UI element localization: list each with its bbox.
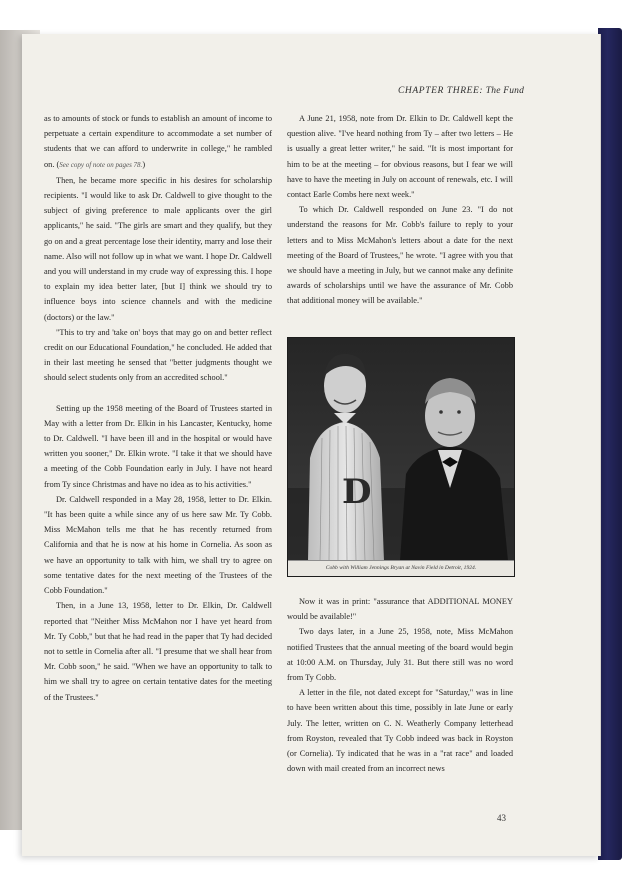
right-column-bottom: [287, 594, 513, 776]
photo-image: [288, 338, 514, 561]
page-number: 43: [497, 813, 506, 823]
section-break: [44, 386, 272, 401]
right-column-top: [287, 111, 513, 309]
paragraph: "This to try and 'take on' boys that may go on and better reflect credit on our Educational Foundation," he concluded. He added that in their last meeting he sensed that "better judgments thought we should select students only from an accredited school.": [44, 327, 272, 383]
photo-caption: Cobb with William Jennings Bryan at Navin Field in Detroit, 1924.: [325, 565, 477, 571]
paragraph: A June 21, 1958, note from Dr. Elkin to Dr. Caldwell kept the question alive. "I've heard nothing from Ty – after two letters – He is usually a great letter writer," he said. "It is most important for him to be at the meeting – for obvious reasons, but I fear we will have to have the meeting in July on account of renewals, etc. I will contact Earle Combs here next week.": [287, 114, 513, 200]
photo-caption-strip: [288, 560, 514, 576]
historical-photo: [287, 337, 515, 577]
paragraph: Then, he became more specific in his desires for scholarship recipients. "I would like to ask Dr. Caldwell to give thought to the subject of giving preference to male applicants over the girl applicants," he said. "The girls are smart and they qualify, but they go on and a great percentage lose their identity, marry and lose their name. Also will not follow up in what we want. I hope Dr. Caldwell and you will understand in my crude way of expressing this. I hope to explain my idea better later, [but I] think we should try to influence boys into science channels and with the medicine (doctors) or the law.": [44, 175, 272, 322]
book-cover-edge: [598, 28, 622, 860]
running-head-title: The Fund: [485, 86, 525, 96]
paragraph: Setting up the 1958 meeting of the Board of Trustees started in May with a letter from Dr. Elkin in his Lancaster, Kentucky, home to Dr. Caldwell. "I have been ill and in the hospital or would have written you sooner," Dr. Elkin wrote. "I take it that we should have a meeting of the Cobb Foundation early in July. I have not heard from Ty since Christmas and have no idea as to his activities.": [44, 403, 272, 489]
paragraph: Then, in a June 13, 1958, letter to Dr. Elkin, Dr. Caldwell reported that "Neither Miss McMahon nor I have yet heard from Mr. Ty Cobb," but that he had read in the paper that Ty had decided not to settle in Cornelia after all. "I presume that we shall hear from Mr. Cobb soon," he said. "When we have an opportunity to talk to him we shall try to agree on certain tentative dates for the meeting of the Trustees.": [44, 601, 272, 702]
running-head: [398, 86, 525, 96]
running-head-chapter: CHAPTER THREE:: [398, 86, 484, 96]
paragraph: To which Dr. Caldwell responded on June 23. "I do not understand the reasons for Mr. Cobb's failure to reply to your letters and to Miss McMahon's letters about a date for the next meeting of the Board of Trustees," he wrote. "I agree with you that we should have a meeting in July, but we cannot make any definite awards of scholarships until we have the assurance of Mr. Cobb that additional money will be available.": [287, 205, 513, 306]
left-column: [44, 111, 272, 705]
paragraph: Now it was in print: "assurance that ADDITIONAL MONEY would be available!": [287, 597, 513, 622]
paragraph: Two days later, in a June 25, 1958, note, Miss McMahon notified Trustees that the annual meeting of the board would begin at 10:00 A.M. on Thursday, July 31. But there still was no word from Ty Cobb.: [287, 627, 513, 683]
note-reference: See copy of note on pages 78.: [59, 160, 143, 169]
svg-text:D: D: [342, 472, 372, 512]
paragraph: A letter in the file, not dated except for "Saturday," was in line to have been written about this time, possibly in late June or early July. The letter, written on C. N. Weatherly Company letterhead from Royston, revealed that Ty Cobb indeed was back in Royston (or Cornelia). Ty indicated that he was in a "rat race" and loaded down with mail created from an incorrect news: [287, 688, 513, 774]
paragraph: as to amounts of stock or funds to establish an amount of income to perpetuate a certain expenditure to accommodate a set number of students that we can afford to underwrite in college," he rambled on. (See copy of note on pages 78.): [44, 114, 272, 169]
paragraph: Dr. Caldwell responded in a May 28, 1958, letter to Dr. Elkin. "It has been quite a while since any of us here saw Mr. Ty Cobb. Miss McMahon tells me that he has recently returned from California and that he is now at his home in Cornelia. As soon as we have an opportunity to talk with him, we shall try to agree on some tentative dates for the next meeting of the Trustees of the Cobb Foundation.": [44, 494, 272, 596]
